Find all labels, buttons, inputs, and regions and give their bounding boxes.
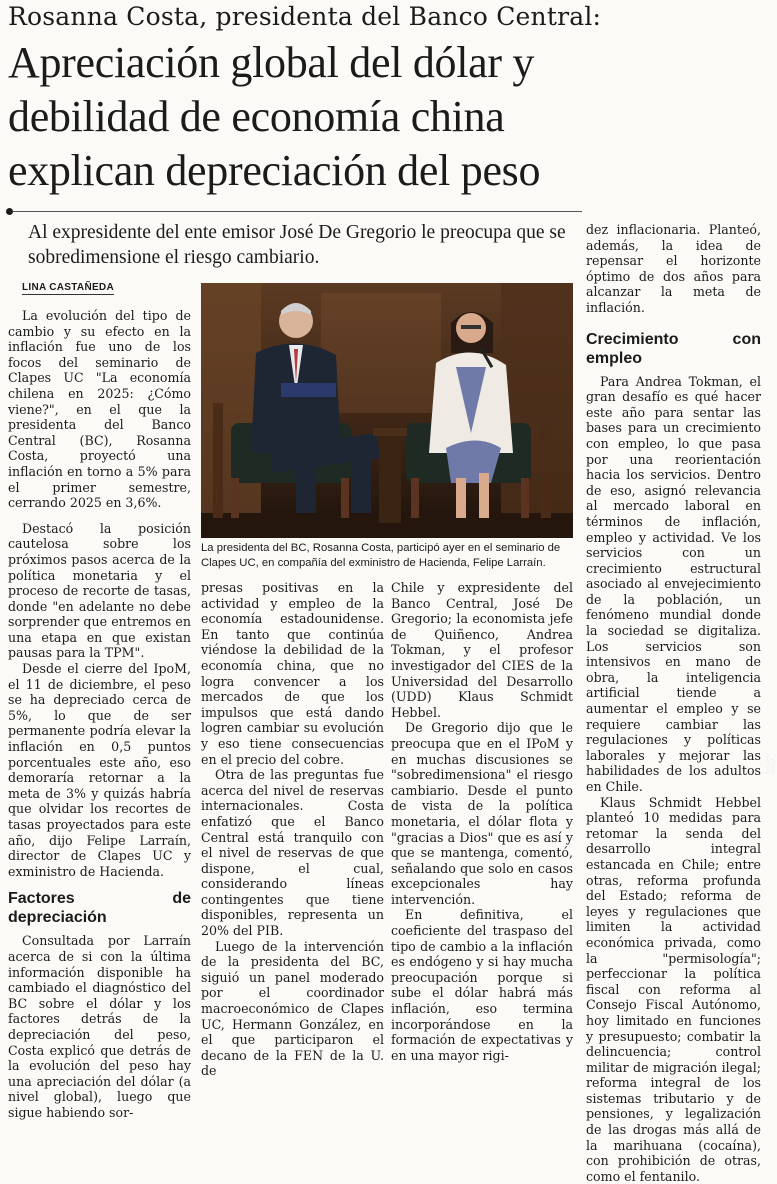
byline: LINA CASTAÑEDA (22, 282, 114, 293)
paragraph: presas positivas en la actividad y empleo de la economía estadounidense. En tanto que continúa viéndose la debilidad de la economía china, que no logra convencer a los mercados de que los impulsos que está dando logren cambiar su evolución y eso tiene consecuencias en el precio del cobre. (201, 580, 384, 767)
column-4 (586, 222, 761, 1184)
article-kicker: Rosanna Costa, presidenta del Banco Central: (8, 2, 602, 31)
paragraph: dez inflacionaria. Planteó, además, la idea de repensar el horizonte óptimo de dos años para alcanzar la meta de inflación. (586, 222, 761, 315)
column-1 (8, 308, 191, 1121)
paragraph: Chile y expresidente del Banco Central, José De Gregorio; la economista jefe de Quiñenco, Andrea Tokman, y el profesor investigador del CIES de la Universidad del Desarrollo (UDD) Klaus Schmidt Hebbel. (391, 580, 573, 720)
paragraph: Destacó la posición cautelosa sobre los próximos pasos acerca de la política monetaria y el proceso de recorte de tasas, donde "en adelante no debe sorprender que entremos en una etapa en que existan pausas para la TPM". (8, 520, 191, 661)
photo-credit: FELIPE BAEZ (765, 753, 777, 774)
paragraph: En definitiva, el coeficiente del traspaso del tipo de cambio a la inflación es endógeno y si hay mucha preocupación porque si sube el dólar habrá más inflación, eso termina incorporándose en la formación de expectativas y en una mayor rigi- (391, 907, 573, 1063)
column-2 (201, 580, 384, 1079)
paragraph: Para Andrea Tokman, el gran desafío es qué hacer este año para sentar las bases para un crecimiento con empleo, lo que pasa por una reorientación hacia los servicios. Dentro de eso, asignó relevancia al mercado laboral en términos de inflación, empleo y actividad. Ve los servicios con un crecimiento estructural asociado al envejecimiento de la población, un fenómeno mundial donde la sociedad se digitaliza. Los servicios son intensivos en mano de obra, la inteligencia artificial tiende a aumentar el empleo y se requiere cambiar las regulaciones y políticas laborales y mejorar las habilidades de los adultos en Chile. (586, 373, 761, 794)
paragraph: De Gregorio dijo que le preocupa que en el IPoM y en muchas discusiones se "sobredimensiona" el riesgo cambiario. Desde el punto de vista de la política monetaria, el dólar flota y "gracias a Dios" que es así y que se mantenga, comentó, señalando que solo en casos excepcionales hay intervención. (391, 720, 573, 907)
article-headline (8, 36, 763, 198)
section-heading: Factores de depreciación (8, 890, 191, 927)
paragraph: Desde el cierre del IpoM, el 11 de diciembre, el peso se ha depreciado cerca de 5%, lo que de ser permanente podría elevar la inflación en 0,5 puntos porcentuales este año, eso demoraría retornar a la meta de 3% y quizás habría que olvidar los recortes de tasas proyectados para este año, dijo Felipe Larraín, director de Clapes UC y exministro de Hacienda. (8, 661, 191, 879)
paragraph: Consultada por Larraín acerca de si con la última información disponible ha cambiado el diagnóstico del BC sobre el dólar y los factores detrás de la depreciación del peso, Costa explicó que detrás de la evolución del peso hay una apreciación del dólar (a nivel global), luego que sigue habiendo sor- (8, 933, 191, 1120)
paragraph: Klaus Schmidt Hebbel planteó 10 medidas para retomar la senda del desarrollo integral estancada en Chile; entre otras, reforma profunda del Estado; reforma de leyes y regulaciones que limiten la actividad económica privada, como la "permisología"; perfeccionar la política fiscal con reforma al Consejo Fiscal Autónomo, hoy limitado en funciones y presupuesto; combatir la delincuencia; control militar de migración ilegal; reforma integral de los sistemas tributario y de pensiones, y legalización de las drogas más allá de la marihuana (cocaína), con prohibición de otras, como el fentanilo. (586, 794, 761, 1184)
paragraph: La evolución del tipo de cambio y su efecto en la inflación fue uno de los focos del seminario de Clapes UC "La economía chilena en 2025: ¿Cómo viene?", en el que la presidenta del Banco Central (BC), Rosanna Costa, proyectó una inflación en torno a 5% para el primer semestre, cerrando 2025 en 3,6%. (8, 308, 191, 511)
paragraph: Luego de la intervención de la presidenta del BC, siguió un panel moderado por el coordinador macroeconómico de Clapes UC, Hermann González, en el que participaron el decano de la FEN de la U. de (201, 938, 384, 1079)
headline-divider (8, 211, 582, 212)
photo-caption: La presidenta del BC, Rosanna Costa, participó ayer en el seminario de Clapes UC, en compañía del exministro de Hacienda, Felipe Larraín. (201, 542, 561, 569)
section-heading: Crecimiento con empleo (586, 330, 761, 367)
divider-bullet (6, 208, 13, 215)
column-3 (391, 580, 573, 1063)
article-subhead: Al expresidente del ente emisor José De Gregorio le preocupa que se sobredimensione el riesgo cambiario. (28, 222, 566, 268)
photo-illustration (201, 283, 573, 538)
headline-line-1: Apreciación global del dólar y (8, 38, 535, 87)
paragraph: Otra de las preguntas fue acerca del nivel de reservas internacionales. Costa enfatizó que el Banco Central está tranquilo con el nivel de reservas de que dispone, el cual, considerando líneas contingentes que tiene disponibles, representa un 20% del PIB. (201, 767, 384, 939)
headline-line-3: explican depreciación del peso (8, 146, 541, 195)
headline-line-2: debilidad de economía china (8, 92, 505, 141)
